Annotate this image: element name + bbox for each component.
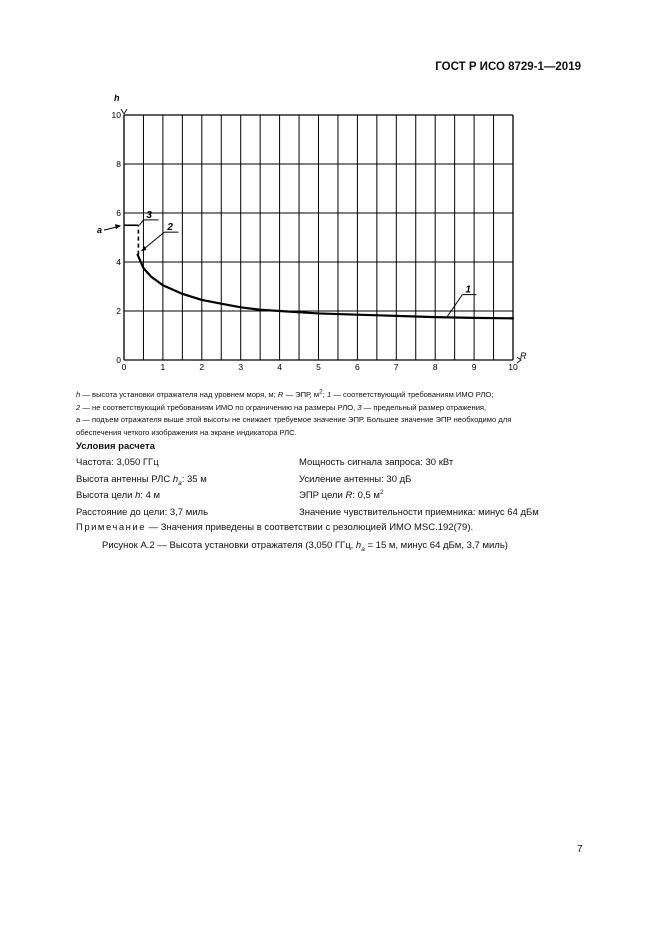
x-tick-label: 5 [316,362,321,372]
legend-line-2: 2 — не соответствующий требованиям ИМО по ограничению на размеры РЛО, 3 — предельный размер отражения, [76,402,487,412]
x-tick-label: 10 [508,362,518,372]
conditions-right-column [299,456,539,522]
figure-chart [90,86,540,376]
x-tick-label: 4 [277,362,282,372]
condition-target-height: Высота цели h: 4 м [76,490,161,501]
condition-power: Мощность сигнала запроса: 30 кВт [299,457,454,468]
conditions-title: Условия расчета [76,441,155,452]
leader-3-line [139,220,143,225]
condition-sensitivity: Значение чувствительности приемника: минус 64 дБм [299,506,539,518]
legend-line-1: h — высота установки отражателя над уровнем моря, м; R — ЭПР, $м^2$; 1 — соответствующий требованиям ИМО РЛО; [76,388,494,399]
document-header: ГОСТ Р ИСО 8729-1—2019 [435,61,581,73]
note-label: Примечание [76,522,146,533]
condition-antenna-height: Высота антенны РЛС $h_a$: 35 м [76,473,207,487]
y-tick-label: 2 [116,306,121,316]
series-curve [138,255,513,319]
x-axis-label: R [520,351,527,361]
page-number: 7 [577,844,583,855]
condition-gain: Усиление антенны: 30 дБ [299,473,412,485]
condition-rcs: ЭПР цели R: 0,5 $м^2$ [299,488,384,501]
x-tick-label: 9 [471,362,477,372]
note [76,522,473,533]
y-tick-label: 8 [116,159,121,169]
x-tick-label: 1 [160,362,166,372]
y-axis-arrow [121,109,127,114]
annotation-label: 1 [465,284,471,296]
chart-grid [124,115,513,360]
x-tick-label: 2 [199,362,205,372]
legend-line-4: обеспечения четкого изображения на экране индикатора РЛС. [76,427,297,437]
x-tick-label: 6 [355,362,360,372]
chart-annotations [97,210,476,317]
x-tick-label: 0 [121,362,127,372]
x-tick-label: 3 [238,362,244,372]
annotation-label: 3 [146,209,152,221]
y-tick-label: 10 [111,110,121,120]
arrow-a-head [115,224,121,229]
figure-legend [76,389,582,439]
condition-frequency: Частота: 3,050 ГГц [76,457,159,468]
x-tick-label: 7 [393,362,399,372]
x-tick-label: 8 [432,362,438,372]
annotation-label: 2 [167,222,173,234]
note-text: — Значения приведены в соответствии с резолюцией ИМО MSC.192(79). [146,522,474,533]
y-tick-label: 4 [116,257,121,267]
y-axis-label: h [114,93,120,103]
figure-caption: Рисунок А.2 — Высота установки отражателя (3,050 ГГц, $h_a = 15$ м, минус 64 дБм, 3,7 миль) [102,540,508,553]
y-tick-label: 0 [116,355,121,365]
legend-line-3: а — подъем отражателя выше этой высоты не снижает требуемое значение ЭПР. Большее значение ЭПР необходимо для [76,415,512,424]
y-tick-label: 6 [116,208,121,218]
condition-distance: Расстояние до цели: 3,7 миль [76,506,209,518]
annotation-label: a [97,225,103,236]
conditions-left-column [76,456,208,522]
